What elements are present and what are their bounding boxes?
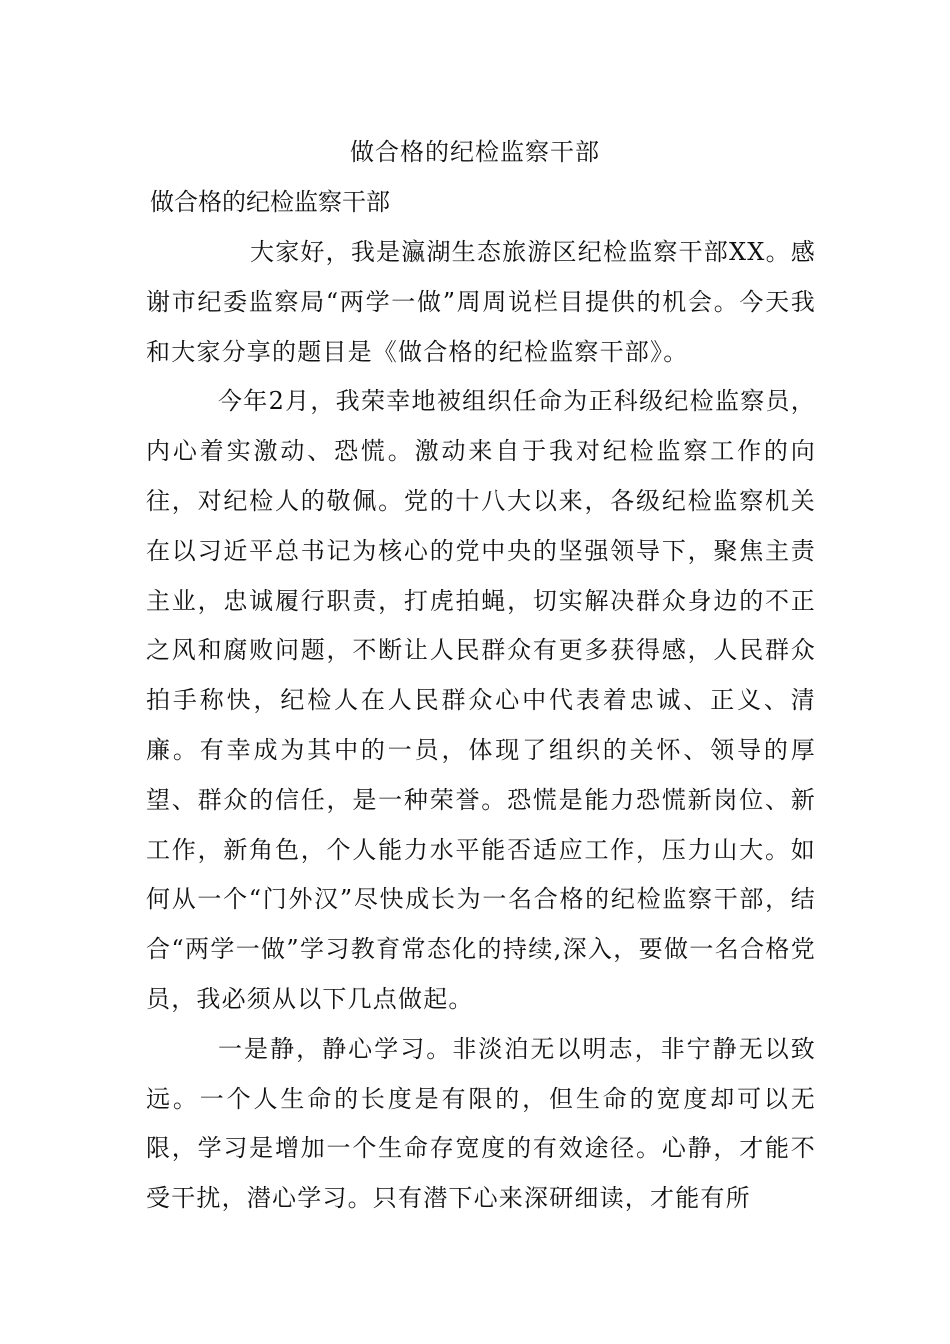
paragraph-appointment: 今年2月，我荣幸地被组织任命为正科级纪检监察员，内心着实激动、恐慌。激动来自于我对纪检监察工作的向往，对纪检人的敬佩。党的十八大以来，各级纪检监察机关在以习近平总书记为核心的党中央的坚强领导下，聚焦主责主业，忠诚履行职责，打虎拍蝇，切实解决群众身边的不正之风和腐败问题，不断让人民群众有更多获得感，人民群众拍手称快，纪检人在人民群众心中代表着忠诚、正义、清廉。有幸成为其中的一员，体现了组织的关怀、领导的厚望、群众的信任，是一种荣誉。恐慌是能力恐慌新岗位、新工作，新角色，个人能力水平能否适应工作，压力山大。如何从一个“门外汉”尽快成长为一名合格的纪检监察干部，结合“两学一做”学习教育常态化的持续,深入，要做一名合格党员，我必须从以下几点做起。: [146, 387, 816, 1013]
document-title: 做合格的纪检监察干部: [350, 138, 600, 166]
document-subtitle: 做合格的纪检监察干部: [150, 188, 390, 216]
document-body: [146, 228, 816, 1224]
paragraph-greeting: 大家好，我是瀛湖生态旅游区纪检监察干部XX。感谢市纪委监察局“两学一做”周周说栏目提供的机会。今天我和大家分享的题目是《做合格的纪检监察干部》。: [146, 238, 816, 366]
paragraph-study: 一是静，静心学习。非淡泊无以明志，非宁静无以致远。一个人生命的长度是有限的，但生命的宽度却可以无限，学习是增加一个生命存宽度的有效途径。心静，才能不受干扰，潜心学习。只有潜下心来深研细读，才能有所: [146, 1034, 816, 1213]
